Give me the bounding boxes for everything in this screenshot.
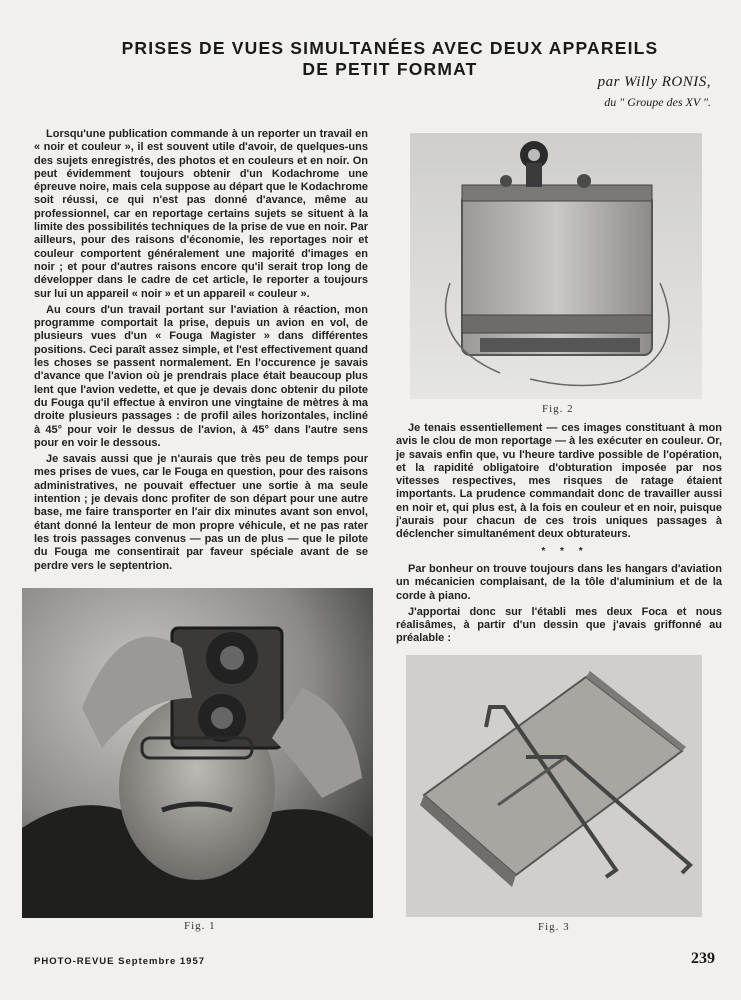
author-group: du " Groupe des XV ".: [604, 95, 711, 109]
author-block: [598, 74, 711, 110]
title-line-2: DE PETIT FORMAT: [302, 59, 478, 79]
paragraph-2: Au cours d'un travail portant sur l'aviation à réaction, mon programme comportait la prise, depuis un avion en vol, de plusieurs vues d'un « Fouga Magister » dans différentes positions. Ceci paraît assez simple, et l'est effectivement quand les choses se passent normalement. En l'occurence je savais d'avance que l'avion où je prendrais place était beaucoup plus lent que l'avion vedette, et que je devais donc obtenir du pilote du Fouga qu'il effectue à environ une vingtaine de mètres à ma droite plusieurs passages : de profil ailes horizontales, incliné à 45° pour voir le dessus de l'avion, à 45° dans l'autre sens pour en voir le dessous.: [34, 303, 368, 449]
paragraph-3: Je savais aussi que je n'aurais que très peu de temps pour mes prises de vues, car le Fouga en question, pour des raisons administratives, ne pouvait effectuer une sortie à ma seule intention ; je devais donc profiter de son départ pour une autre base, me faire transporter en l'air dix minutes avant son envol, étant donné la lenteur de mon propre véhicule, et ne pas rater les trois passages convenus — pas un de plus — que le pilote du Fouga me consentirait par faveur spéciale avant de se perdre vers le septentrion.: [34, 453, 368, 572]
figure-3-photo: [406, 655, 702, 917]
figure-3-caption: Fig. 3: [538, 921, 570, 933]
page-number: 239: [691, 950, 715, 967]
paragraph-4: Je tenais essentiellement — ces images constituant à mon avis le clou de mon reportage — à les exécuter en couleur. Or, je savais enfin que, vu l'heure tardive possible de l'opération, et la rapidité obligatoire d'obturation imposée par nos vitesses respectives, mes risques de ratage étaient importants. La prudence commandait donc de travailler aussi en noir et, qui plus est, à la fois en couleur et en noir, puisque j'aurais pour chacun de ces trois uniques passages à déclencher simultanément deux obturateurs.: [396, 422, 722, 541]
paragraph-6: J'apportai donc sur l'établi mes deux Foca et nous réalisâmes, à partir d'un dessin que j'avais griffonné au préalable :: [396, 605, 722, 645]
paragraph-5: Par bonheur on trouve toujours dans les hangars d'aviation un mécanicien complaisant, de la tôle d'aluminium et de la corde à piano.: [396, 563, 722, 602]
paragraph-1: Lorsqu'une publication commande à un reporter un travail en « noir et couleur », il est souvent utile d'avoir, de quelques-uns des sujets enregistrés, des photos et en couleurs et en noir. On peut évidemment toujours obtenir d'un Kodachrome une épreuve noire, mais cela suppose au départ que le Kodachrome soit réussi, ce qui n'est pas donné d'avance, même au professionnel, car en reportage certains sujets se situent à la limite des possibilités techniques de la prise de vue en noir. Par ailleurs, pour des raisons d'économie, les reportages noir et couleur comportent généralement une majorité d'images en noir ; et pour d'autres raisons encore qu'il serait trop long de développer dans le cadre de cet article, le reporter a toujours sur lui un appareil « noir » et un appareil « couleur ».: [34, 128, 368, 300]
figure-2-caption: Fig. 2: [542, 403, 574, 415]
left-column: [34, 128, 368, 576]
figure-2-photo: [410, 133, 702, 399]
twin-camera-image: [410, 133, 702, 399]
figure-1-caption: Fig. 1: [184, 920, 216, 932]
footer-publication: PHOTO-REVUE Septembre 1957: [34, 956, 206, 967]
bracket-image: [406, 655, 702, 917]
title-line-1: PRISES DE VUES SIMULTANÉES AVEC DEUX APPAREILS: [121, 38, 659, 58]
right-column-upper: [396, 422, 722, 561]
figure-1-photo: [22, 588, 373, 918]
photographer-portrait-image: [22, 588, 373, 918]
section-separator: * * *: [541, 545, 589, 557]
right-column-lower: [396, 563, 722, 649]
author-name: par Willy RONIS,: [597, 74, 711, 90]
